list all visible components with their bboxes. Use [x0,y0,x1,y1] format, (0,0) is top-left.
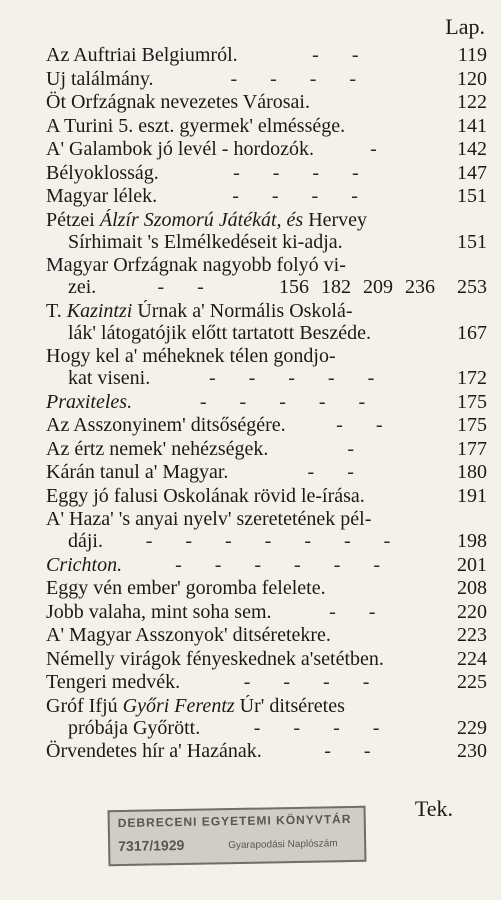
toc-entry [46,624,487,646]
toc-extra-page-number: 236 [405,276,435,298]
toc-entry-line [46,300,487,322]
toc-entry-title: Magyar Orfzágnak nagyobb folyó vi- [46,254,346,276]
toc-entry-line [46,185,487,207]
toc-leader-dots: - - - - - - [175,553,395,576]
toc-leader-dots: - - - - [230,67,371,90]
toc-entry-line [46,115,487,137]
toc-entry [46,115,487,137]
toc-entry-continuation [46,276,487,298]
toc-title-part: Gróf Ifjú [46,694,123,717]
toc-leader-dots: - - [324,740,385,762]
toc-continuation-text: dáji. [68,530,103,552]
toc-title-part: Pétzei [46,208,95,231]
toc-entry-line [46,68,487,90]
toc-title-part: Hervey [308,208,368,231]
toc-title-part: Kazintzi [66,299,133,322]
toc-page-number: 167 [457,321,487,344]
toc-page-number: 142 [457,138,487,160]
toc-entry [46,601,487,623]
toc-continuation-text: zei. [68,276,97,298]
toc-entry [46,577,487,599]
toc-page-number: 225 [457,671,487,693]
toc-leader-dots: - [370,138,391,160]
toc-entry-title: Öt Orfzágnak nevezetes Városai. [46,91,310,113]
toc-entry [46,648,487,670]
toc-leader-dots: - - - - - [199,390,380,413]
toc-entry [46,254,487,298]
toc-entry-title: Bélyoklosság. [46,161,159,184]
toc-leader-dots: - - - - - [208,367,389,389]
toc-entry-title: Az értz nemek' nehézségek. [46,437,269,460]
toc-entry [46,695,487,739]
toc-entry-title: Eggy vén ember' goromba felelete. [46,577,326,599]
toc-leader-dots: - - - - - - - [145,530,405,552]
toc-page-number: 229 [457,716,487,739]
toc-entry-title: A' Magyar Asszonyok' ditséretekre. [46,624,331,646]
toc-entry-title [46,300,353,322]
toc-entry-line [46,671,487,693]
toc-entry-continuation [46,717,487,739]
catchword: Tek. [414,796,453,821]
toc-entry-title: Kárán tanul a' Magyar. [46,461,229,483]
toc-page-number: 224 [457,647,487,670]
toc-entry [46,91,487,113]
toc-entry-title: Tengeri medvék. [46,671,181,693]
toc-page-number: 175 [457,390,487,413]
toc-entry-title [46,209,367,231]
toc-entry-title: Crichton. [46,553,123,576]
toc-entry-line [46,508,487,530]
toc-page-number: 151 [457,185,487,207]
toc-entry-title: Örvendetes hír a' Hazának. [46,740,262,762]
toc-continuation-text: próbája Győrött. [68,716,201,739]
toc-leader-dots: - - [307,461,368,483]
toc-page-number: 198 [457,530,487,552]
toc-entry-title: Hogy kel a' méheknek télen gondjo- [46,345,336,367]
toc-entry [46,185,487,207]
toc-entry-title: Eggy jó falusi Oskolának rövid le-írása. [46,484,365,507]
toc-entry [46,300,487,344]
toc-entry [46,740,487,762]
toc-leader-dots: - - - - [253,716,394,739]
toc-entry-title: A' Haza' 's anyai nyelv' szeretetének pél- [46,508,372,530]
toc-page-number: 223 [457,624,487,646]
toc-entry-line [46,554,487,576]
toc-page-number: 120 [457,67,487,90]
toc-page-number: 119 [457,44,487,66]
toc-title-part: Álzír Szomorú Játékát, és [94,208,309,231]
toc-entry-title: Az Asszonyinem' ditsőségére. [46,414,286,436]
toc-continuation-text: Sírhimait 's Elmélkedéseit ki-adja. [68,230,343,253]
toc-entry-line [46,345,487,367]
toc-entry [46,554,487,576]
toc-page-number: 147 [457,161,487,184]
toc-entry-title: Jobb valaha, mint soha sem. [46,600,272,623]
toc-page-number: 172 [457,367,487,389]
toc-entry-line [46,648,487,670]
toc-page-number: 175 [457,414,487,436]
toc-entry-title: Uj találmány. [46,67,154,90]
toc-entry-line [46,740,487,762]
toc-entry-title: Praxiteles. [46,390,133,413]
toc-page-number: 253 [457,276,487,298]
toc-entry [46,414,487,436]
toc-page-number: 141 [457,114,487,137]
toc-entry-line [46,209,487,231]
toc-entry-continuation [46,322,487,344]
stamp-library-name: DEBRECENI EGYETEMI KÖNYVTÁR [117,812,352,831]
toc-entry-title: Magyar lélek. [46,185,158,207]
toc-entry-line [46,44,487,66]
toc-entry-title [46,695,345,717]
toc-entry [46,485,487,507]
toc-page-number: 220 [457,600,487,623]
toc-entry [46,671,487,693]
toc-entry [46,345,487,389]
toc-entry-line [46,601,487,623]
toc-extra-page-number: 182 [321,276,351,298]
stamp-register-label: Gyarapodási Naplószám [228,838,338,852]
toc-page-number: 180 [457,461,487,483]
toc-leader-dots: - - [157,276,218,298]
toc-entry-title: Az Auftriai Belgiumról. [46,44,238,66]
toc-entry-line [46,162,487,184]
toc-entry [46,438,487,460]
toc-entry-title: A Turini 5. eszt. gyermek' elméssége. [46,114,346,137]
toc-continuation-text: kat viseni. [68,367,151,389]
toc-page-number: 151 [457,230,487,253]
toc-leader-dots: - - - - [233,161,373,184]
page-column-header: Lap. [445,14,485,39]
toc-page-number: 230 [457,740,487,762]
toc-entry-line [46,438,487,460]
toc-extra-page-number: 209 [363,276,393,298]
toc-entry [46,138,487,160]
toc-entry-line [46,138,487,160]
toc-page-number: 208 [457,577,487,599]
toc-page-number: 122 [457,91,487,113]
toc-leader-dots: - - - - [243,671,384,693]
toc-page-number: 201 [457,553,487,576]
toc-entry-title: Némelly virágok fényeskednek a'setétben. [46,647,384,670]
toc-entry-line [46,91,487,113]
toc-entry-title: A' Galambok jó levél - hordozók. [46,138,314,160]
toc-entry [46,391,487,413]
toc-leader-dots: - - - - [232,185,372,207]
toc-title-part: Úrnak a' Normális Oskolá- [132,299,353,322]
toc-page-number: 177 [457,437,487,460]
toc-entry-line [46,485,487,507]
toc-entry-continuation [46,231,487,253]
toc-title-part: Úr' ditséretes [234,694,345,717]
toc-entry-line [46,577,487,599]
toc-entry-line [46,695,487,717]
toc-entry-line [46,624,487,646]
toc-entry-line [46,391,487,413]
library-stamp [108,806,367,866]
toc-extra-page-number: 156 [279,276,309,298]
toc-page-number: 191 [457,484,487,507]
toc-title-part: Győri Ferentz [122,694,235,717]
toc-continuation-text: lák' látogatójik előtt tartatott Beszéde. [68,321,371,344]
toc-entry-continuation [46,530,487,552]
toc-leader-dots: - - [329,600,390,623]
toc-entry [46,508,487,552]
stamp-accession-number: 7317/1929 [118,836,185,855]
toc-entry [46,209,487,253]
toc-entry-line [46,461,487,483]
toc-entry-line [46,414,487,436]
toc-entry [46,44,487,66]
toc-entry-line [46,254,487,276]
toc-entry [46,461,487,483]
toc-leader-dots: - - [336,414,397,436]
toc-title-part: T. [46,299,67,322]
toc-entry-continuation [46,367,487,389]
toc-leader-dots: - [347,437,369,460]
toc-entry [46,162,487,184]
toc-leader-dots: - - [312,44,373,66]
toc-entry [46,68,487,90]
table-of-contents [46,44,487,764]
